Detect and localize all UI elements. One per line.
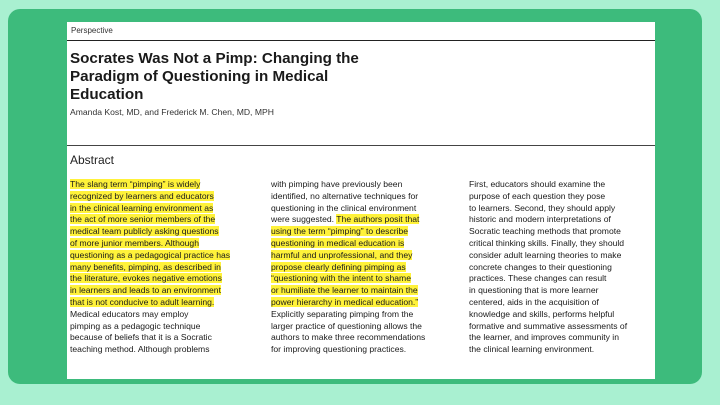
abstract-line-text: Socratic teaching methods that promote — [469, 226, 621, 237]
abstract-line-text: consider adult learning theories to make — [469, 249, 622, 260]
highlighted-text: medical team publicly asking questions — [70, 226, 219, 237]
abstract-line — [271, 238, 454, 250]
highlighted-text: propose clearly defining pimping as — [271, 261, 406, 272]
abstract-line-text: with pimping have previously been — [271, 179, 403, 189]
abstract-line — [271, 285, 454, 297]
abstract-line-text: larger practice of questioning allows the — [271, 320, 422, 331]
abstract-line — [271, 226, 454, 238]
highlighted-text: questioning in medical education is — [271, 237, 405, 248]
authors: Amanda Kost, MD, and Frederick M. Chen, MD, MPH — [70, 107, 274, 117]
abstract-line — [271, 214, 454, 226]
abstract-line — [271, 309, 454, 321]
abstract-line-text: were suggested. — [271, 214, 337, 225]
abstract-line-text: in questioning that is more learner — [469, 285, 599, 296]
highlighted-text: power hierarchy in medical education.” — [271, 296, 419, 307]
abstract-heading: Abstract — [70, 153, 115, 167]
abstract-line — [271, 297, 454, 309]
abstract-line — [469, 273, 655, 285]
abstract-column-2 — [271, 179, 454, 356]
abstract-line-text: because of beliefs that it is a Socratic — [70, 332, 212, 343]
abstract-line — [70, 250, 250, 262]
abstract-line — [271, 250, 454, 262]
top-divider — [67, 40, 655, 41]
abstract-line — [271, 179, 454, 191]
abstract-line — [70, 344, 250, 356]
abstract-line — [469, 250, 655, 262]
abstract-line — [469, 344, 655, 356]
abstract-line — [469, 309, 655, 321]
abstract-line-text: the clinical learning environment. — [469, 344, 595, 355]
abstract-line-text: purpose of each question they pose — [469, 190, 606, 201]
abstract-line — [271, 273, 454, 285]
title-line: Socrates Was Not a Pimp: Changing the — [70, 50, 359, 67]
abstract-line-text: Medical educators may employ — [70, 308, 189, 319]
section-divider — [67, 145, 655, 146]
abstract-line — [469, 238, 655, 250]
abstract-line-text: to learners. Second, they should apply — [469, 202, 616, 213]
abstract-line-text: Explicitly separating pimping from the — [271, 308, 414, 319]
abstract-line — [271, 191, 454, 203]
title-line: Paradigm of Questioning in Medical — [70, 68, 329, 85]
abstract-line — [70, 332, 250, 344]
abstract-line — [70, 285, 250, 297]
abstract-line — [469, 321, 655, 333]
highlighted-text: of more junior members. Although — [70, 237, 199, 248]
highlighted-text: questioning as a pedagogical practice has — [70, 249, 231, 260]
abstract-line — [271, 203, 454, 215]
abstract-line — [271, 344, 454, 356]
abstract-line-text: authors to make three recommendations — [271, 332, 426, 343]
abstract-column-1 — [70, 179, 250, 356]
abstract-line-text: historic and modern interpretations of — [469, 214, 611, 225]
paper-page — [67, 22, 655, 379]
title-line: Education — [70, 86, 144, 103]
highlighted-text: The authors posit that — [336, 214, 420, 225]
abstract-line-text: concrete changes to their questioning — [469, 261, 612, 272]
highlighted-text: that is not conducive to adult learning. — [70, 296, 215, 307]
abstract-line-text: knowledge and skills, performs helpful — [469, 308, 615, 319]
paper-title — [70, 50, 450, 104]
abstract-line — [70, 262, 250, 274]
highlighted-text: or humiliate the learner to maintain the — [271, 285, 418, 296]
abstract-line-text: formative and summative assessments of — [469, 320, 628, 331]
abstract-line — [70, 179, 250, 191]
abstract-line-text: teaching method. Although problems — [70, 344, 210, 355]
abstract-line-text: pimping as a pedagogic technique — [70, 320, 201, 331]
abstract-line — [271, 321, 454, 333]
abstract-line-text: identified, no alternative techniques for — [271, 190, 419, 201]
abstract-line — [70, 226, 250, 238]
abstract-line — [469, 226, 655, 238]
abstract-line — [469, 262, 655, 274]
abstract-line — [70, 297, 250, 309]
abstract-line — [70, 273, 250, 285]
highlighted-text: in the clinical learning environment as — [70, 202, 214, 213]
highlighted-text: The slang term “pimping” is widely — [70, 179, 201, 189]
abstract-line-text: the learner, and improves community in — [469, 332, 619, 343]
abstract-line — [70, 203, 250, 215]
abstract-line — [70, 191, 250, 203]
abstract-line — [469, 191, 655, 203]
highlighted-text: recognized by learners and educators — [70, 190, 214, 201]
highlighted-text: the literature, evokes negative emotions — [70, 273, 222, 284]
abstract-line-text: First, educators should examine the — [469, 179, 606, 189]
abstract-line — [70, 321, 250, 333]
abstract-line-text: for improving questioning practices. — [271, 344, 407, 355]
abstract-line — [70, 309, 250, 321]
abstract-line-text: centered, aids in the acquisition of — [469, 296, 599, 307]
highlighted-text: many benefits, pimping, as described in — [70, 261, 221, 272]
abstract-column-3 — [469, 179, 655, 356]
abstract-line-text: critical thinking skills. Finally, they should — [469, 237, 625, 248]
abstract-line-text: questioning in the clinical environment — [271, 202, 417, 213]
abstract-line — [271, 262, 454, 274]
abstract-line — [469, 285, 655, 297]
abstract-line — [469, 297, 655, 309]
abstract-line — [469, 203, 655, 215]
abstract-line — [70, 214, 250, 226]
abstract-line — [469, 179, 655, 191]
highlighted-text: harmful and unprofessional, and they — [271, 249, 413, 260]
abstract-line — [70, 238, 250, 250]
abstract-line — [469, 214, 655, 226]
abstract-line — [469, 332, 655, 344]
highlighted-text: “questioning with the intent to shame — [271, 273, 411, 284]
abstract-line-text: practices. These changes can result — [469, 273, 607, 284]
highlighted-text: in learners and leads to an environment — [70, 285, 221, 296]
highlighted-text: the act of more senior members of the — [70, 214, 216, 225]
highlighted-text: using the term “pimping” to describe — [271, 226, 409, 237]
section-label: Perspective — [71, 26, 113, 35]
abstract-line — [271, 332, 454, 344]
